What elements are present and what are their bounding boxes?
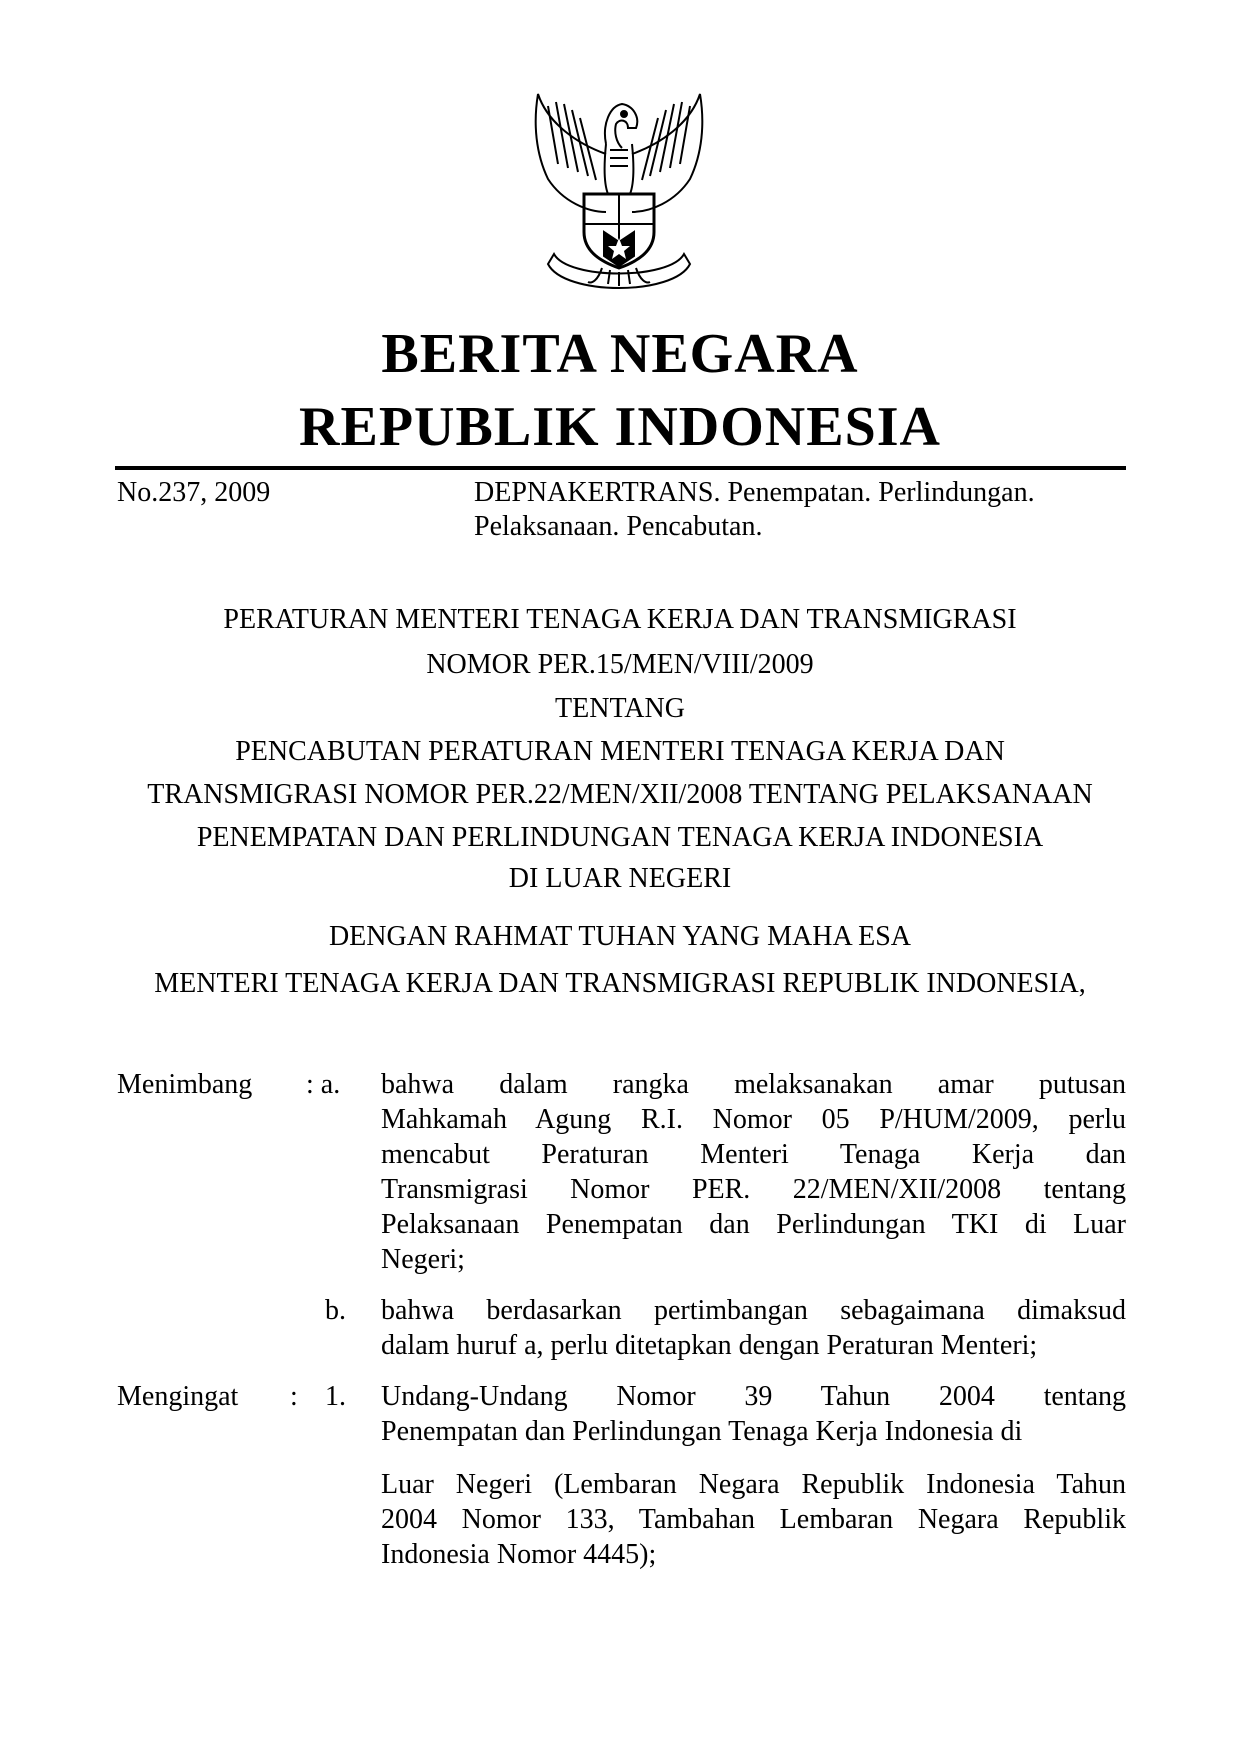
menimbang-item-a-line: Pelaksanaan Penempatan dan Perlindungan TKI di Luar [381, 1209, 1126, 1240]
menimbang-marker-b: b. [325, 1295, 346, 1326]
mengingat-item-1-line: 2004 Nomor 133, Tambahan Lembaran Negara Republik [381, 1504, 1126, 1535]
regulation-title-line: NOMOR PER.15/MEN/VIII/2009 [426, 649, 814, 680]
mengingat-colon: : [290, 1381, 298, 1412]
preamble-line1: DENGAN RAHMAT TUHAN YANG MAHA ESA [328, 921, 912, 952]
regulation-title-line: TRANSMIGRASI NOMOR PER.22/MEN/XII/2008 TENTANG PELAKSANAAN [147, 779, 1093, 810]
mengingat-item-1-line: Luar Negeri (Lembaran Negara Republik Indonesia Tahun [381, 1469, 1126, 1500]
masthead-divider [115, 466, 1126, 470]
menimbang-item-b-line: dalam huruf a, perlu ditetapkan dengan Peraturan Menteri; [381, 1330, 1038, 1361]
menimbang-marker-a: : a. [306, 1069, 341, 1100]
menimbang-item-a-line: Transmigrasi Nomor PER. 22/MEN/XII/2008 tentang [381, 1174, 1126, 1205]
mengingat-item-1-line: Indonesia Nomor 4445); [381, 1539, 657, 1570]
gazette-number: No.237, 2009 [117, 477, 271, 508]
masthead-title-line1: BERITA NEGARA [381, 323, 859, 385]
mengingat-item-1-line: Undang-Undang Nomor 39 Tahun 2004 tentang [381, 1381, 1126, 1412]
garuda-emblem [518, 84, 720, 302]
mengingat-marker-1: 1. [325, 1381, 346, 1412]
menimbang-item-a-line: bahwa dalam rangka melaksanakan amar putusan [381, 1069, 1126, 1100]
menimbang-item-a-line: Negeri; [381, 1244, 465, 1275]
regulation-title-line: PERATURAN MENTERI TENAGA KERJA DAN TRANSMIGRASI [223, 604, 1017, 635]
mengingat-item-1-line: Penempatan dan Perlindungan Tenaga Kerja Indonesia di [381, 1416, 1023, 1447]
regulation-title-line: DI LUAR NEGERI [508, 863, 732, 894]
menimbang-item-a-line: mencabut Peraturan Menteri Tenaga Kerja dan [381, 1139, 1126, 1170]
menimbang-label: Menimbang [117, 1069, 253, 1100]
mengingat-label: Mengingat [117, 1381, 239, 1412]
regulation-title-line: TENTANG [555, 693, 685, 724]
menimbang-item-a-line: Mahkamah Agung R.I. Nomor 05 P/HUM/2009, perlu [381, 1104, 1126, 1135]
gazette-subject-line2: Pelaksanaan. Pencabutan. [474, 511, 763, 542]
regulation-title-line: PENCABUTAN PERATURAN MENTERI TENAGA KERJA DAN [235, 736, 1005, 767]
preamble-line2: MENTERI TENAGA KERJA DAN TRANSMIGRASI REPUBLIK INDONESIA, [154, 968, 1086, 999]
masthead-title-line2: REPUBLIK INDONESIA [299, 396, 941, 458]
gazette-subject-line1: DEPNAKERTRANS. Penempatan. Perlindungan. [474, 477, 1035, 508]
regulation-title-line: PENEMPATAN DAN PERLINDUNGAN TENAGA KERJA INDONESIA [196, 822, 1044, 853]
menimbang-item-b-line: bahwa berdasarkan pertimbangan sebagaimana dimaksud [381, 1295, 1126, 1326]
